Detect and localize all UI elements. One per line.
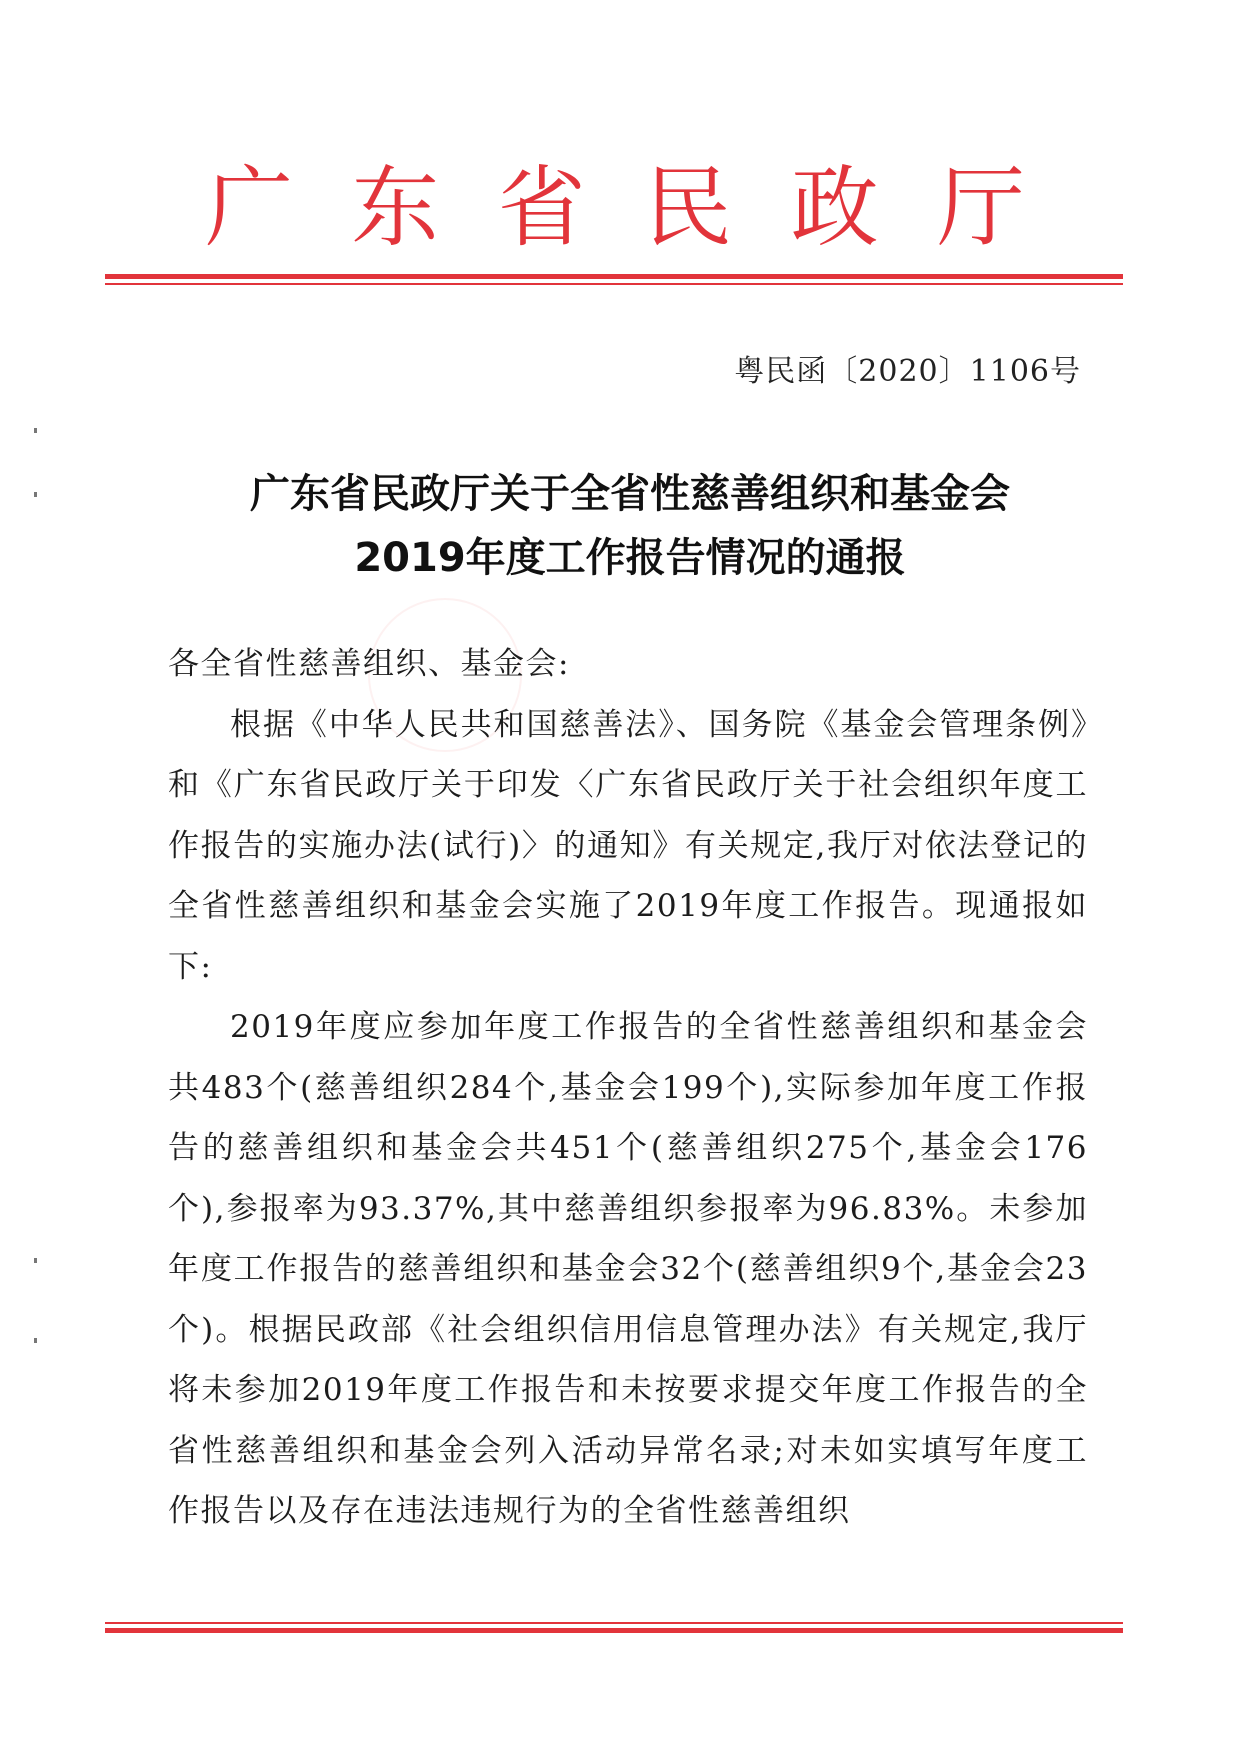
footer-divider [105,1622,1123,1633]
document-title-line-1: 广东省民政厅关于全省性慈善组织和基金会 [250,471,1010,517]
body-paragraph-2: 2019年度应参加年度工作报告的全省性慈善组织和基金会共483个(慈善组织284个,基金会199个),实际参加年度工作报告的慈善组织和基金会共451个(慈善组织275个,基金会176个),参报率为93.37%,其中慈善组织参报率为96.83%。未参加年度工作报告的慈善组织和基金会32个(慈善组织9个,基金会23个)。根据民政部《社会组织信用信息管理办法》有关规定,我厅将未参加2019年度工作报告和未按要求提交年度工作报告的全省性慈善组织和基金会列入活动异常名录;对未如实填写年度工作报告以及存在违法违规行为的全省性慈善组织 [168,1009,1088,1529]
scan-dot [34,1338,37,1343]
salutation: 各全省性慈善组织、基金会: [168,646,570,682]
letterhead-title [205,156,1025,259]
scan-dot [34,428,37,433]
document-number: 粤民函〔2020〕1106号 [734,354,1081,389]
scan-dot [34,1258,37,1263]
letterhead-divider [105,274,1123,285]
letterhead-char: 民 [644,156,733,259]
letterhead-char: 厅 [936,156,1025,259]
letterhead-char: 政 [790,156,879,259]
document-title-line-2: 2019年度工作报告情况的通报 [354,535,906,581]
letterhead-char: 省 [497,156,586,259]
letterhead-char: 东 [351,156,440,259]
letterhead-char: 广 [205,156,294,259]
body-paragraph-1: 根据《中华人民共和国慈善法》、国务院《基金会管理条例》和《广东省民政厅关于印发〈广东省民政厅关于社会组织年度工作报告的实施办法(试行)〉的通知》有关规定,我厅对依法登记的全省性慈善组织和基金会实施了2019年度工作报告。现通报如下: [168,706,1088,985]
document-body [168,634,1088,1542]
scan-dot [34,492,37,497]
document-title [100,462,1160,590]
